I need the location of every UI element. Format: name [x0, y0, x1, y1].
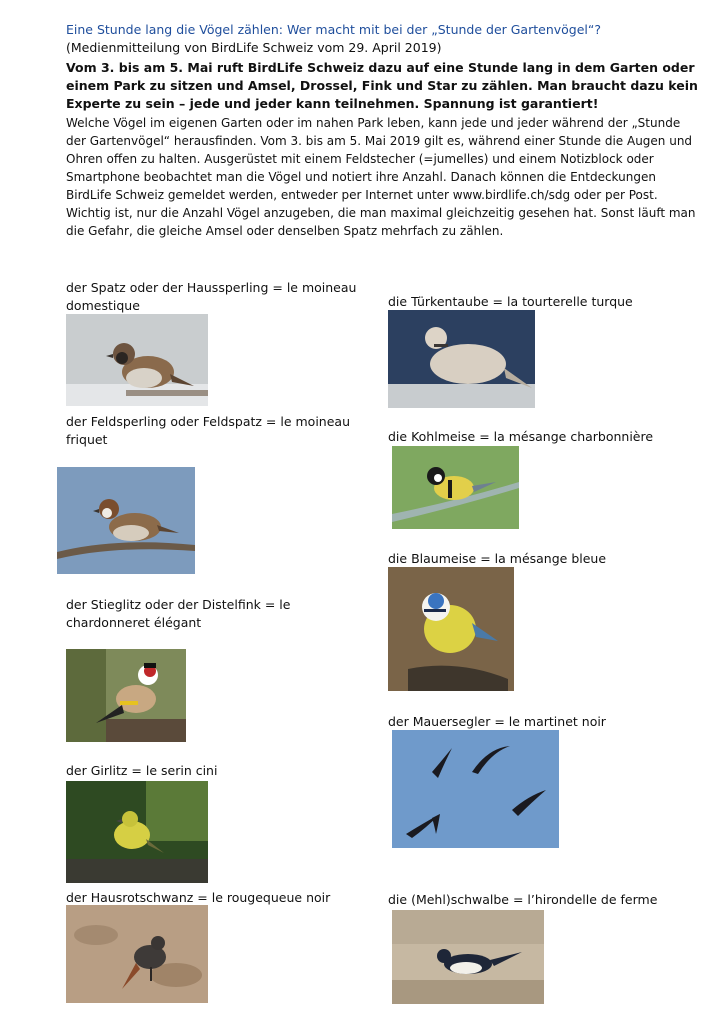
caption-mauersegler: der Mauersegler = le martinet noir [388, 714, 606, 729]
article-source: (Medienmitteilung von BirdLife Schweiz vom 29. April 2019) [66, 40, 442, 55]
photo-house-sparrow [66, 314, 208, 406]
photo-blue-tit [388, 567, 514, 691]
article-body: Welche Vögel im eigenen Garten oder im nahen Park leben, kann jede und jeder während der „Stunde der Gartenvögel“ herausfinden. Vom 3. bis am 5. Mai 2019 gilt es, während einer Stunde die Augen und Ohren offen zu halten. Ausgerüstet mit einem Feldstecher (=jumelles) und einem Notizblock oder Smartphone beobachtet man die Vögel und notiert ihre Anzahl. Danach können die Entdeckungen BirdLife Schweiz gemeldet werden, entweder per Internet unter www.birdlife.ch/sdg oder per Post. Wichtig ist, nur die Anzahl Vögel anzugeben, die man maximal gleichzeitig gesehen hat. Sonst läuft man die Gefahr, die gleiche Amsel oder denselben Spatz mehrfach zu zählen. [66, 116, 696, 238]
caption-hausrotschwanz: der Hausrotschwanz = le rougequeue noir [66, 890, 331, 905]
caption-tuerkentaube: die Türkentaube = la tourterelle turque [388, 294, 633, 309]
caption-spatz: der Spatz oder der Haussperling = le moineau domestique [66, 280, 357, 313]
photo-tree-sparrow [57, 467, 195, 574]
caption-kohlmeise: die Kohlmeise = la mésange charbonnière [388, 429, 654, 444]
photo-swallow [392, 910, 544, 1004]
article-lead: Vom 3. bis am 5. Mai ruft BirdLife Schweiz dazu auf eine Stunde lang in dem Garten oder einem Park zu sitzen und Amsel, Drossel, Fink und Star zu zählen. Man braucht dazu kein Experte zu sein – jede und jeder kann teilnehmen. Spannung ist garantiert! [66, 60, 698, 111]
caption-mehlschwalbe: die (Mehl)schwalbe = l’hirondelle de ferme [388, 892, 658, 907]
photo-goldfinch [66, 649, 186, 742]
photo-black-redstart [66, 905, 208, 1003]
photo-collared-dove [388, 310, 535, 408]
caption-blaumeise: die Blaumeise = la mésange bleue [388, 551, 607, 566]
caption-stieglitz: der Stieglitz oder der Distelfink = le chardonneret élégant [66, 597, 291, 630]
photo-serin [66, 781, 208, 883]
photo-great-tit [392, 446, 519, 529]
photo-common-swift [392, 730, 559, 848]
caption-feldsperling: der Feldsperling oder Feldspatz = le moineau friquet [66, 414, 351, 447]
article-title: Eine Stunde lang die Vögel zählen: Wer macht mit bei der „Stunde der Gartenvögel“? [66, 22, 601, 37]
caption-girlitz: der Girlitz = le serin cini [66, 763, 218, 778]
